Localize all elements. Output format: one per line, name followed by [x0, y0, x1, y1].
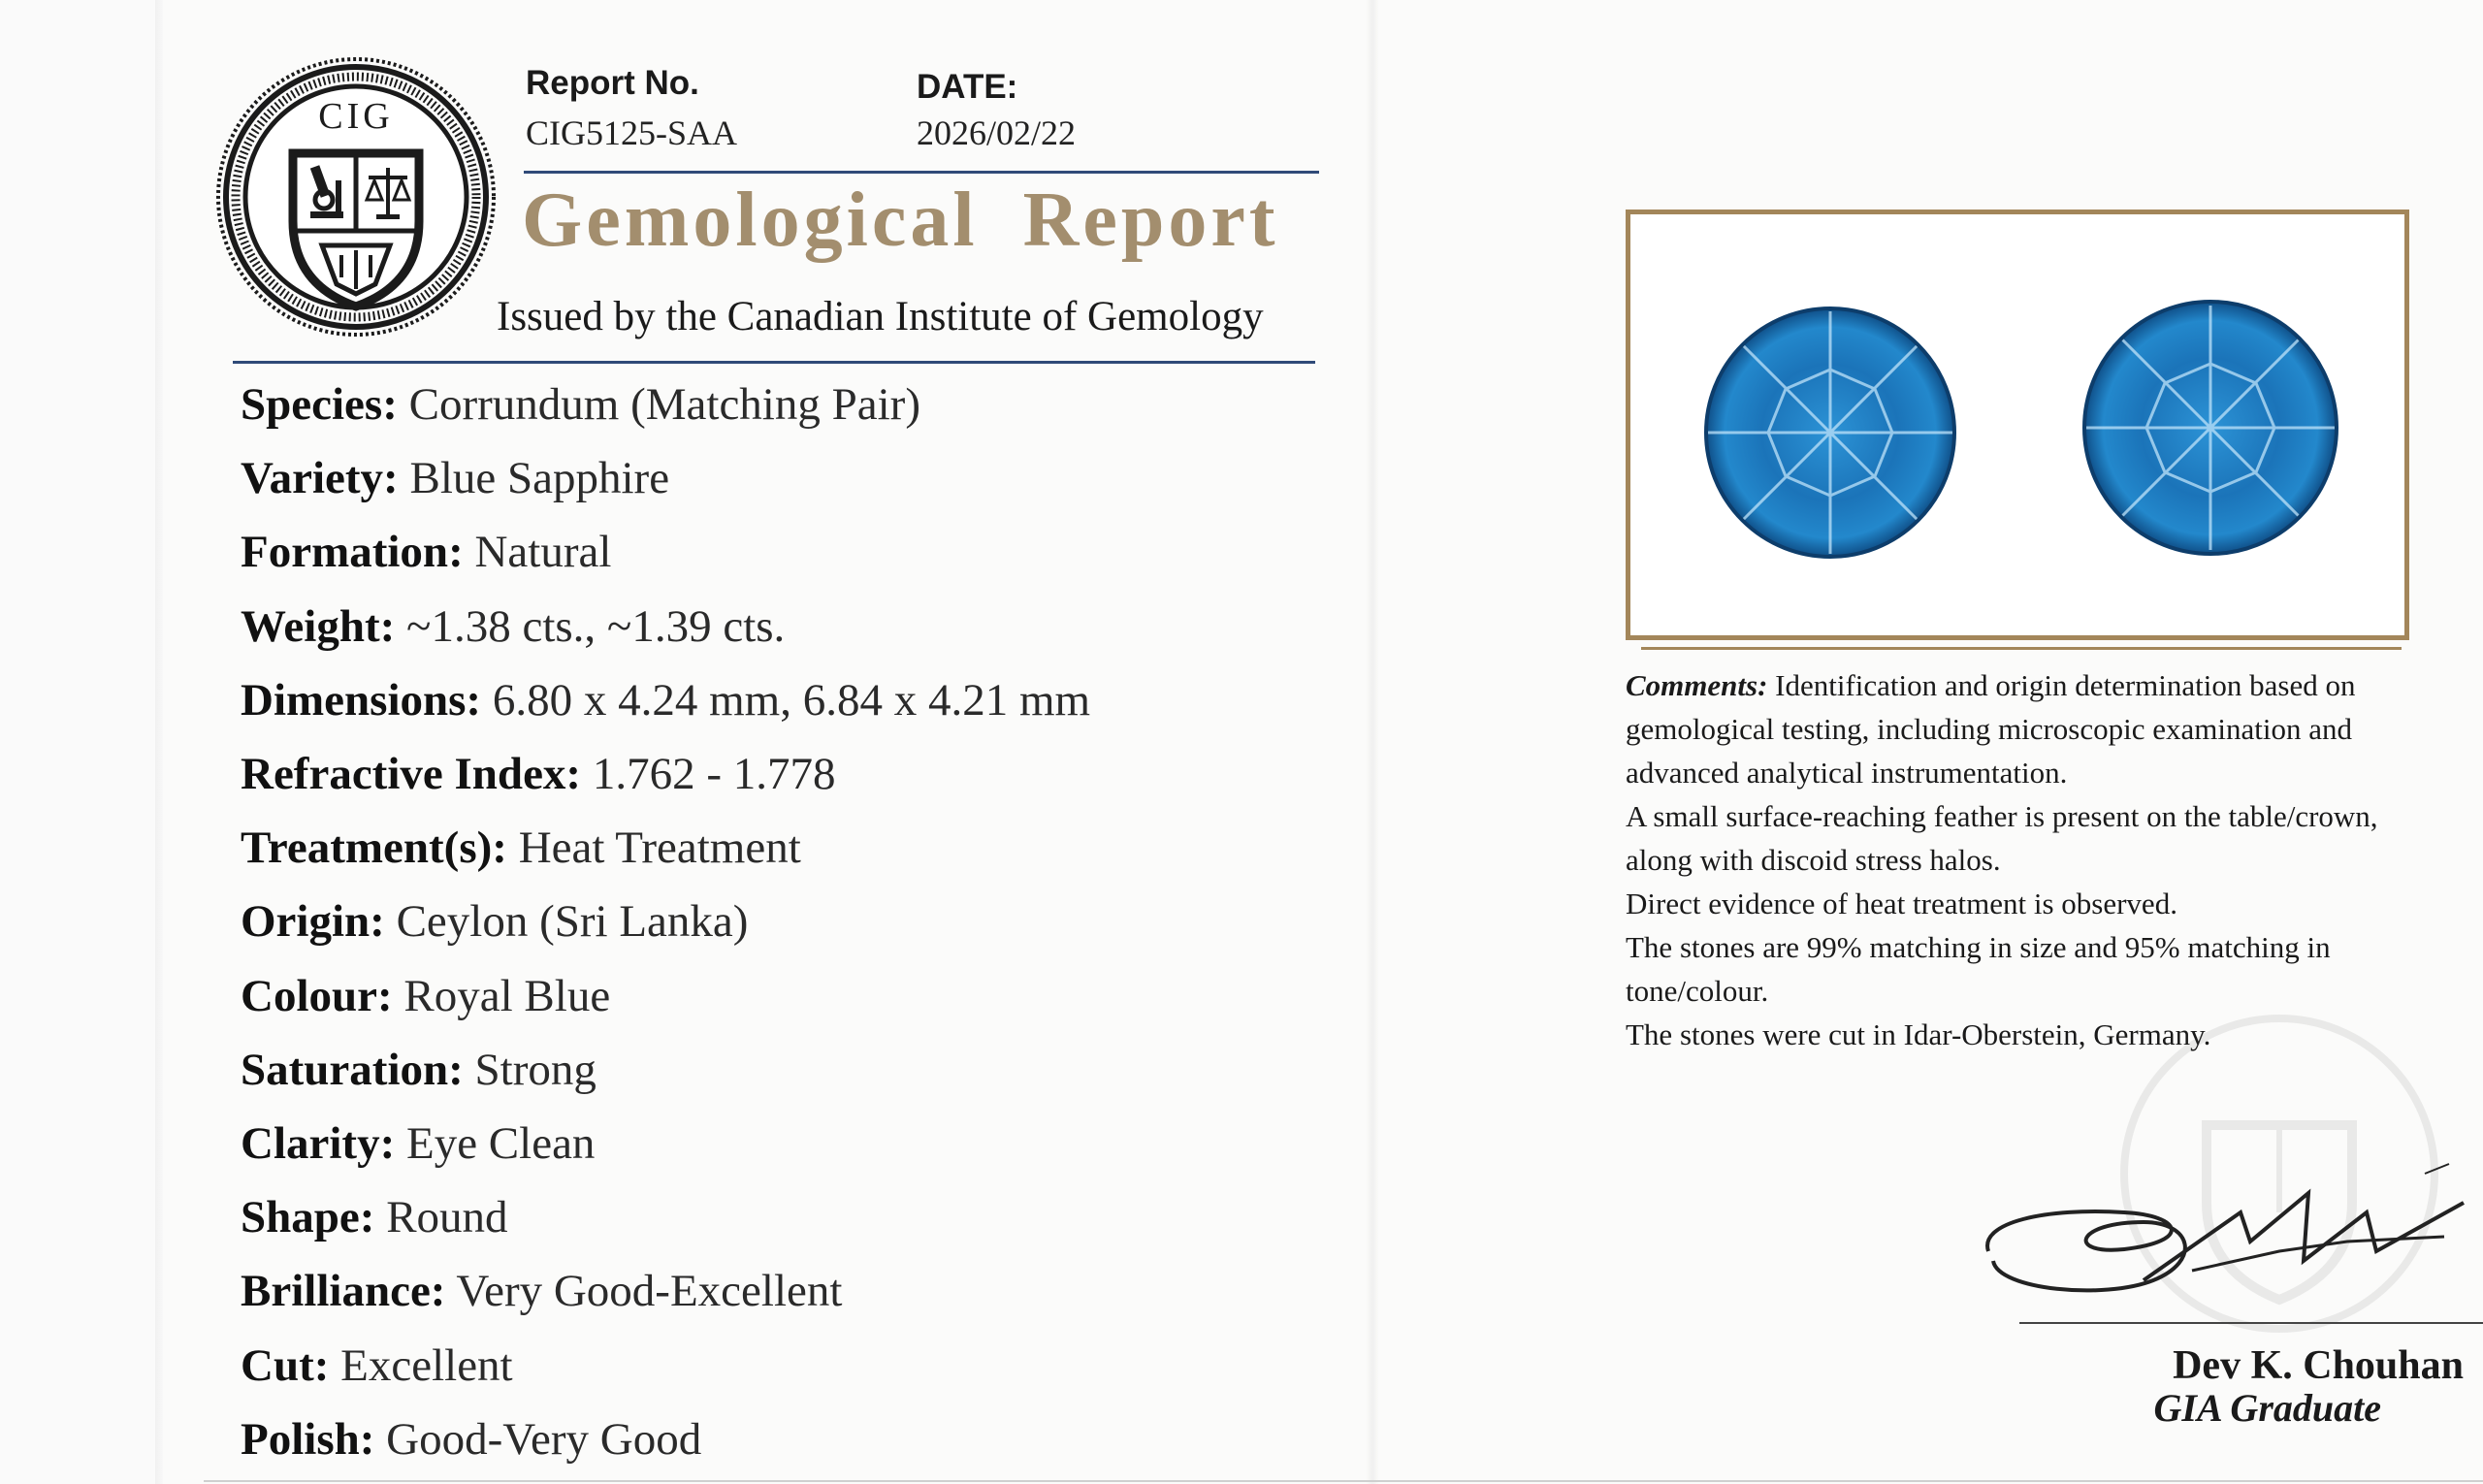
spec-value: Royal Blue [403, 970, 611, 1021]
spec-label: Species: [241, 379, 398, 430]
spec-label: Cut: [241, 1339, 330, 1391]
spec-row [241, 748, 835, 800]
spec-value: ~1.38 cts., ~1.39 cts. [406, 600, 786, 652]
spec-row [241, 1191, 508, 1243]
spec-value: Round [386, 1192, 508, 1243]
comments-line: Direct evidence of heat treatment is observed. [1626, 887, 2177, 920]
spec-row [241, 1117, 595, 1170]
report-no-label: Report No. [526, 64, 699, 102]
report-no-value: CIG5125-SAA [526, 113, 738, 152]
page-edge [0, 0, 163, 1484]
spec-label: Formation: [241, 527, 464, 578]
signatory-title: GIA Graduate [2153, 1386, 2381, 1430]
spec-row [241, 1265, 842, 1317]
comments-label: Comments: [1626, 668, 1768, 702]
spec-value: 6.80 x 4.24 mm, 6.84 x 4.21 mm [492, 674, 1091, 726]
spec-label: Dimensions: [241, 674, 482, 726]
comments-line: Identification and origin determination based on [1775, 668, 2356, 702]
spec-row [241, 822, 801, 874]
spec-label: Brilliance: [241, 1266, 446, 1317]
issued-by: Issued by the Canadian Institute of Gemology [497, 294, 1264, 339]
cig-seal-icon [215, 56, 497, 338]
spec-value: Very Good-Excellent [456, 1266, 843, 1317]
spec-value: Natural [474, 527, 612, 578]
spec-label: Shape: [241, 1192, 375, 1243]
comments-line: A small surface-reaching feather is present on the table/crown, [1626, 799, 2378, 833]
report-title: Gemological Report [522, 177, 1279, 263]
spec-label: Origin: [241, 896, 385, 948]
spec-row [241, 526, 611, 578]
spec-label: Variety: [241, 453, 399, 504]
signature-icon [1959, 1154, 2483, 1319]
stone-photo-frame [1626, 210, 2409, 640]
spec-value: Blue Sapphire [409, 453, 670, 504]
spec-label: Clarity: [241, 1118, 396, 1169]
date-label: DATE: [917, 68, 1018, 106]
spec-row [241, 600, 785, 653]
comments-line: gemological testing, including microscopic examination and [1626, 712, 2352, 746]
comments-line: along with discoid stress halos. [1626, 843, 2001, 877]
signature-line [2019, 1322, 2483, 1324]
spec-label: Colour: [241, 970, 393, 1021]
spec-row [241, 1413, 701, 1466]
card-fold [1366, 0, 1379, 1484]
spec-row [241, 970, 610, 1022]
spec-row [241, 378, 920, 431]
spec-value: 1.762 - 1.778 [592, 749, 836, 799]
spec-label: Treatment(s): [241, 823, 507, 874]
comments-line-first [1626, 663, 2421, 707]
comments-block [1626, 663, 2421, 1056]
comments-line: tone/colour. [1626, 974, 1769, 1008]
sapphire-stone-icon [1706, 308, 1954, 557]
sapphire-stone-icon [2084, 302, 2337, 554]
spec-row [241, 1044, 597, 1096]
spec-row [241, 895, 748, 948]
comments-line: advanced analytical instrumentation. [1626, 756, 2068, 790]
spec-label: Polish: [241, 1413, 375, 1465]
spec-value: Corrundum (Matching Pair) [408, 379, 920, 430]
spec-label: Saturation: [241, 1044, 464, 1095]
spec-row [241, 674, 1090, 726]
comments-line: The stones are 99% matching in size and 95% matching in [1626, 930, 2331, 964]
spec-row [241, 452, 669, 504]
spec-value: Strong [474, 1044, 597, 1095]
comments-line: The stones were cut in Idar-Oberstein, Germany. [1626, 1017, 2211, 1051]
seal-text: CIG [318, 96, 394, 137]
spec-label: Weight: [241, 600, 396, 652]
card-bottom-edge [204, 1480, 2483, 1482]
spec-row [241, 1339, 513, 1392]
photo-underline [1641, 647, 2402, 650]
spec-value: Heat Treatment [518, 823, 801, 874]
date-value: 2026/02/22 [917, 113, 1077, 152]
spec-value: Excellent [340, 1339, 513, 1391]
header-rule-top [524, 171, 1319, 174]
signatory-name: Dev K. Chouhan [2173, 1343, 2464, 1388]
spec-value: Ceylon (Sri Lanka) [396, 896, 749, 948]
spec-value: Good-Very Good [386, 1413, 702, 1465]
spec-value: Eye Clean [405, 1118, 596, 1169]
spec-label: Refractive Index: [241, 749, 582, 799]
header-rule-bottom [233, 361, 1315, 364]
